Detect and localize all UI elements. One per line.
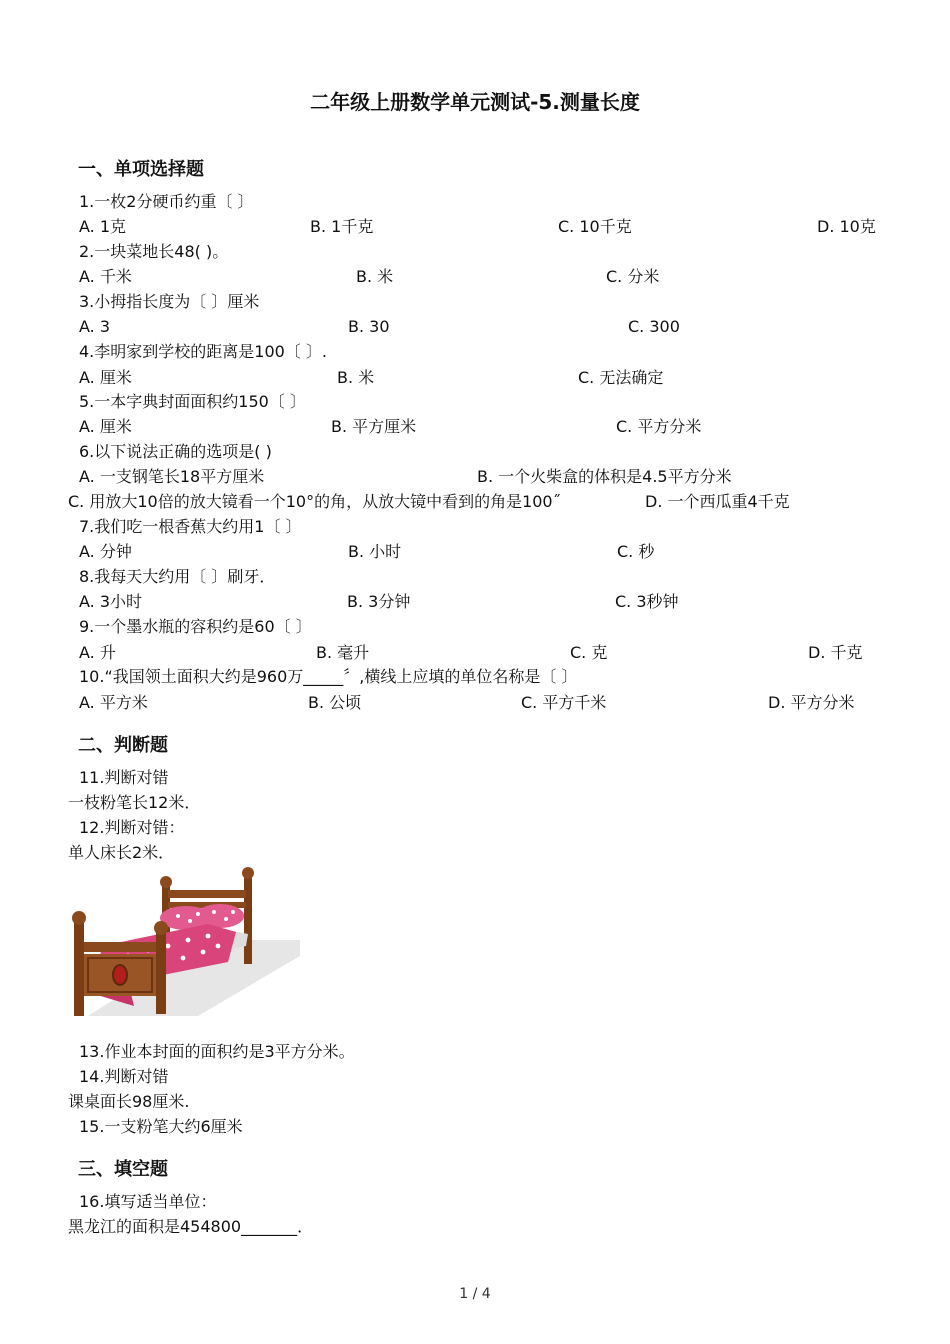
- question-11-detail: 一枝粉笔长12米．: [68, 793, 201, 812]
- question-12: 12.判断对错：: [79, 818, 185, 837]
- option-b: B. 米: [356, 267, 394, 286]
- question-4: 4.李明家到学校的距离是100〔 〕.: [79, 342, 327, 361]
- question-7: 7.我们吃一根香蕉大约用1〔 〕: [79, 517, 302, 536]
- question-13: 13.作业本封面的面积约是3平方分米。: [79, 1042, 355, 1061]
- option-a: A. 分钟: [79, 542, 132, 561]
- option-c: C. 10千克: [558, 217, 632, 236]
- question-15: 15.一支粉笔大约6厘米: [79, 1117, 243, 1136]
- option-b: B. 毫升: [316, 643, 370, 662]
- option-c: C. 300: [628, 317, 680, 336]
- question-8-options: [0, 592, 950, 612]
- option-a: A. 3: [79, 317, 111, 336]
- option-a: A. 厘米: [79, 417, 132, 436]
- question-9: 9.一个墨水瓶的容积约是60〔 〕: [79, 617, 312, 636]
- option-c: C. 无法确定: [578, 368, 664, 387]
- option-b: B. 米: [337, 368, 375, 387]
- option-d: D. 10克: [817, 217, 876, 236]
- question-1-options: [0, 217, 950, 237]
- option-b: B. 一个火柴盒的体积是4.5平方分米: [477, 467, 732, 486]
- option-a: A. 千米: [79, 267, 132, 286]
- question-4-options: [0, 368, 950, 388]
- page-number: 1 / 4: [459, 1286, 491, 1302]
- question-3-options: [0, 317, 950, 337]
- page-title: 二年级上册数学单元测试-5.测量长度: [310, 90, 640, 114]
- option-c: C. 克: [570, 643, 608, 662]
- question-6-options-row1: [0, 467, 950, 487]
- question-11: 11.判断对错: [79, 768, 169, 787]
- option-d: D. 千克: [808, 643, 863, 662]
- option-b: B. 小时: [348, 542, 402, 561]
- option-b: B. 30: [348, 317, 390, 336]
- question-3: 3.小拇指长度为〔 〕厘米: [79, 292, 260, 311]
- option-c: C. 平方千米: [521, 693, 607, 712]
- question-9-options: [0, 643, 950, 663]
- section-heading-judge: 二、判断题: [78, 735, 168, 756]
- option-a: A. 一支钢笔长18平方厘米: [79, 467, 265, 486]
- option-c: C. 平方分米: [616, 417, 702, 436]
- question-14: 14.判断对错: [79, 1067, 169, 1086]
- question-5: 5.一本字典封面面积约150〔 〕: [79, 392, 306, 411]
- option-a: A. 厘米: [79, 368, 132, 387]
- option-c: C. 秒: [617, 542, 655, 561]
- question-1: 1.一枚2分硬币约重〔 〕: [79, 192, 254, 211]
- question-12-detail: 单人床长2米．: [68, 843, 175, 862]
- option-a: A. 升: [79, 643, 116, 662]
- question-16-detail: 黑龙江的面积是454800_______．: [68, 1217, 314, 1236]
- question-6-options-row2: [0, 492, 950, 512]
- option-c: C. 分米: [606, 267, 660, 286]
- option-b: B. 3分钟: [347, 592, 411, 611]
- section-heading-fill: 三、填空题: [78, 1159, 168, 1180]
- option-d: D. 一个西瓜重4千克: [645, 492, 790, 511]
- option-c: C. 3秒钟: [615, 592, 679, 611]
- question-8: 8.我每天大约用〔 〕刷牙．: [79, 567, 276, 586]
- option-a: A. 平方米: [79, 693, 148, 712]
- option-d: D. 平方分米: [768, 693, 855, 712]
- question-5-options: [0, 417, 950, 437]
- question-6: 6.以下说法正确的选项是( ): [79, 442, 272, 461]
- question-10: 10.“我国领土面积大约是960万_____〞,横线上应填的单位名称是〔 〕: [79, 667, 578, 686]
- option-c: C. 用放大10倍的放大镜看一个10°的角，从放大镜中看到的角是100˝: [68, 492, 561, 511]
- section-heading-choice: 一、单项选择题: [78, 159, 204, 180]
- question-16: 16.填写适当单位：: [79, 1192, 217, 1211]
- option-b: B. 平方厘米: [331, 417, 417, 436]
- bed-icon: [68, 866, 300, 1024]
- question-7-options: [0, 542, 950, 562]
- option-a: A. 3小时: [79, 592, 143, 611]
- option-a: A. 1克: [79, 217, 127, 236]
- question-14-detail: 课桌面长98厘米.: [68, 1092, 190, 1111]
- question-2: 2.一块菜地长48( )。: [79, 242, 229, 261]
- option-b: B. 公顷: [308, 693, 362, 712]
- question-10-options: [0, 693, 950, 713]
- option-b: B. 1千克: [310, 217, 374, 236]
- question-2-options: [0, 267, 950, 287]
